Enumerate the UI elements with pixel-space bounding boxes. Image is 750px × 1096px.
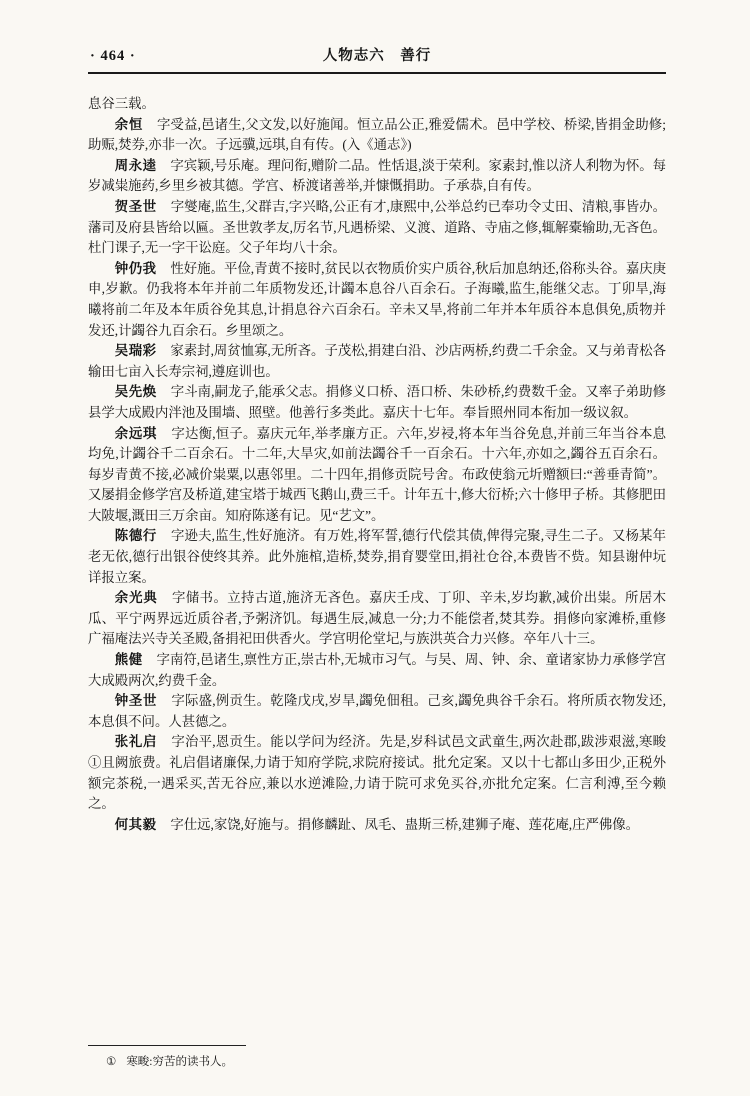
entry-text: 性好施。平俭,青黄不接时,贫民以衣物质价实户质谷,秋后加息纳还,俗称头谷。嘉庆庚申,岁歉。仍我将本年并前二年质物发还,计蠲本息谷八百余石。子海曦,监生,能继父志。丁卯旱,海曦将前二年及本年质谷免其息,计捐息谷六百余石。辛未又旱,将前二年并本年质谷本息俱免,质物并发还,计蠲谷九百余石。乡里颂之。 (88, 260, 667, 338)
footnote-marker: ① (106, 1056, 117, 1068)
person-name: 余远琪 (114, 425, 158, 441)
person-name: 何其毅 (114, 816, 157, 832)
biography-entry (88, 156, 666, 197)
biography-entry (88, 382, 666, 423)
entry-text: 字南符,邑诸生,禀性方正,崇古朴,无城市习气。与吴、周、钟、余、童诸家协力承修学宫大成殿两次,约费千金。 (88, 652, 667, 688)
biography-entry (88, 424, 666, 527)
person-name: 熊健 (114, 652, 143, 668)
entry-text: 字储书。立持古道,施济无吝色。嘉庆壬戌、丁卯、辛未,岁均歉,减价出粜。所居木瓜、平宁两界远近质谷者,予粥济饥。每遇生辰,减息一分;力不能偿者,焚其券。捐修向家滩桥,重修广福庵法兴寺关圣殿,备捐祀田供香火。学宫明伦堂圮,与族洪英合力兴修。卒年八十三。 (88, 590, 667, 647)
person-name: 吴瑞彩 (114, 343, 157, 359)
biography-entry (88, 526, 666, 588)
entry-text: 字斗南,嗣龙子,能承父志。捐修义口桥、浯口桥、朱砂桥,约费数千金。又率子弟助修县学大成殿内泮池及围墙、照壁。他善行多类此。嘉庆十七年。奉旨照州同本衔加一级议叙。 (88, 384, 667, 420)
page-body (88, 94, 666, 1039)
header-title: 人物志六 善行 (322, 48, 432, 64)
biography-entry (88, 588, 666, 650)
entry-text: 字仕远,家饶,好施与。捐修麟趾、凤毛、蛊斯三桥,建狮子庵、莲花庵,庄严佛像。 (170, 816, 640, 832)
entry-text: 字宾颖,号乐庵。理问衔,赠阶二品。性恬退,淡于荣利。家素封,惟以济人利物为怀。每岁减粜施药,乡里乡被其德。学宫、桥渡诸善举,并慷慨捐助。子承恭,自有传。 (88, 157, 667, 194)
person-name: 贺圣世 (114, 198, 157, 214)
page-number: · 464 · (90, 48, 136, 64)
page-header (88, 44, 666, 65)
person-name: 钟仍我 (114, 260, 157, 276)
person-name: 张礼启 (114, 734, 158, 750)
biography-entry (88, 197, 666, 259)
entry-text: 字达衡,恒子。嘉庆元年,举孝廉方正。六年,岁祲,将本年当谷免息,并前三年当谷本息均免,计蠲谷千二百余石。十二年,大旱灾,如前法蠲谷千一百余石。十六年,亦如之,蠲谷五百余石。每岁青黄不接,必减价粜粟,以惠邻里。二十四年,捐修贡院号舍。布政使翁元圻赠额曰:“善垂青简”。又屡捐金修学宫及桥道,建宝塔于城西飞鹅山,费三千。计年五十,修大衍桥;六十修甲子桥。其修肥田大陂堰,溉田三万余亩。知府陈遂有记。见“艺文”。 (88, 425, 667, 523)
entry-text: 字受益,邑诸生,父文发,以好施闻。恒立品公正,雅爱儒术。邑中学校、桥梁,皆捐金助修;助赈,焚券,亦非一次。子远骥,远琪,自有传。(入《通志》) (88, 116, 667, 153)
header-rule (88, 72, 666, 74)
person-name: 钟圣世 (114, 693, 158, 709)
footnote (106, 1054, 666, 1070)
biography-entry (88, 691, 666, 732)
biography-entry (88, 650, 666, 691)
person-name: 余光典 (114, 590, 158, 606)
person-name: 周永逵 (114, 157, 157, 173)
entry-text: 字燮庵,监生,父群吉,字兴略,公正有才,康熙中,公举总约已奉功令丈田、清粮,事皆办。藩司及府县皆给以匾。圣世敦孝友,厉名节,凡遇桥梁、义渡、道路、寺庙之修,辄解橐输助,无吝色。杜门课子,无一字干讼庭。父子年均八十余。 (88, 198, 667, 256)
person-name: 余恒 (114, 116, 143, 132)
entry-text: 字际盛,例贡生。乾隆戊戌,岁旱,蠲免佃租。己亥,蠲免典谷千余石。将所质衣物发还,本息俱不问。人甚德之。 (88, 693, 667, 729)
continuation-line: 息谷三载。 (88, 96, 155, 111)
person-name: 陈德行 (114, 528, 157, 544)
biography-entry (88, 341, 666, 382)
entry-text: 家素封,周贫恤寡,无所吝。子茂松,捐建白沿、沙店两桥,约费二千余金。又与弟青松各输田七亩入长寿宗祠,遵庭训也。 (88, 343, 667, 379)
biography-entry (88, 815, 666, 836)
footnote-text: 寒畯:穷苦的读书人。 (126, 1056, 234, 1068)
biography-entry (88, 115, 666, 156)
person-name: 吴先焕 (114, 384, 157, 400)
biography-entry (88, 732, 666, 814)
footnote-rule (88, 1045, 246, 1046)
entry-text: 字逊夫,监生,性好施济。有万姓,将军誓,德行代偿其债,俾得完聚,寻生二子。又杨某年老无依,德行出银谷使终其养。此外施棺,造桥,焚券,捐育婴堂田,捐社仓谷,本费皆不赀。知县谢仲坃详报立案。 (88, 528, 666, 585)
footnote-area (88, 1045, 666, 1070)
entry-text: 字治平,恩贡生。能以学问为经济。先是,岁科试邑文武童生,两次赴郡,跋涉艰滋,寒畯①且阙旅费。礼启倡诸廉保,力请于知府学院,求院府接试。批允定案。又以十七都山多田少,正税外额完茶税,一遇采买,苦无谷应,兼以水逆滩险,力请于院可求免买谷,亦批允定案。仁言利溥,至今赖之。 (88, 734, 667, 812)
biography-entry (88, 259, 666, 341)
